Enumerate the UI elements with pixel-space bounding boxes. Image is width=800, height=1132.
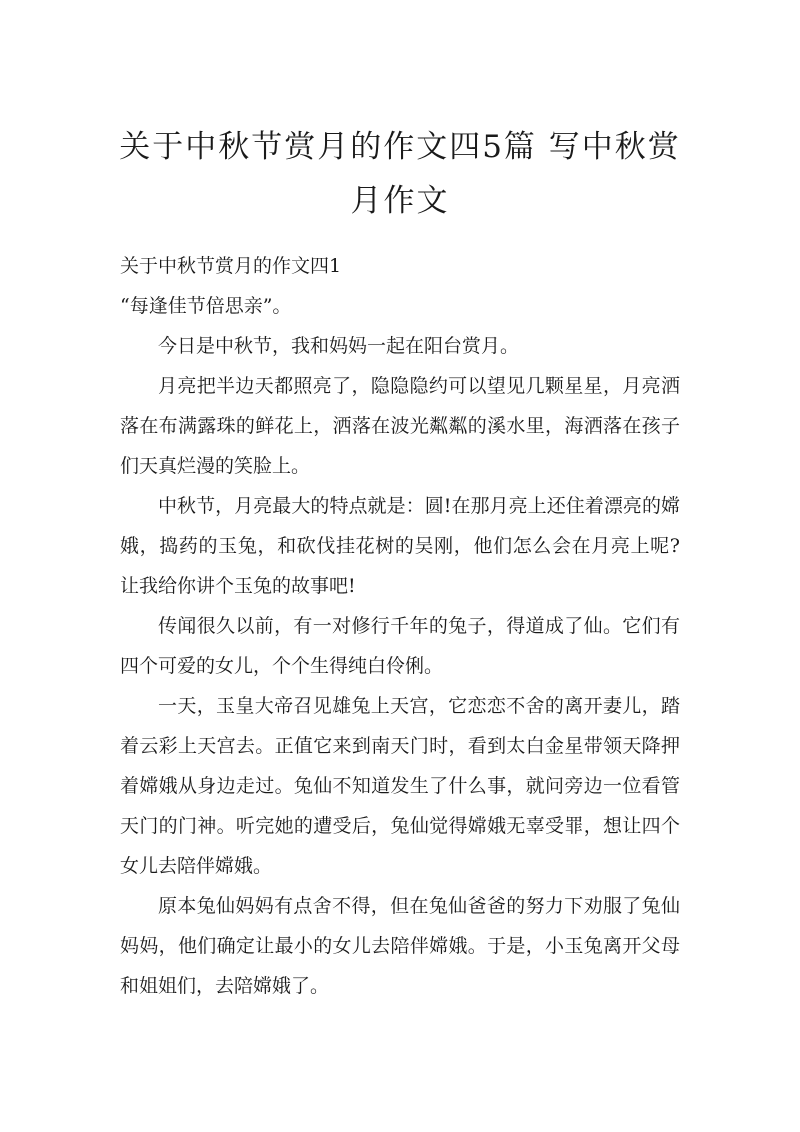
paragraph: 传闻很久以前，有一对修行千年的兔子，得道成了仙。它们有四个可爱的女儿，个个生得纯白伶俐。 [120,615,680,677]
paragraph: 今日是中秋节，我和妈妈一起在阳台赏月。 [158,335,520,357]
section-heading: 关于中秋节赏月的作文四1 [120,255,342,277]
paragraph: 中秋节，月亮最大的特点就是：圆!在那月亮上还住着漂亮的嫦娥，捣药的玉兔，和砍伐挂花树的吴刚，他们怎么会在月亮上呢?让我给你讲个玉兔的故事吧! [120,495,680,597]
document-body [120,246,680,1006]
paragraph-quote: “每逢佳节倍思亲”。 [120,295,292,317]
document-title: 关于中秋节赏月的作文四5篇 写中秋赏月作文 [119,129,681,219]
paragraph: 一天，玉皇大帝召见雄兔上天宫，它恋恋不舍的离开妻儿，踏着云彩上天宫去。正值它来到南天门时，看到太白金星带领天降押着嫦娥从身边走过。兔仙不知道发生了什么事，就问旁边一位看管天门的门神。听完她的遭受后，兔仙觉得嫦娥无辜受罪，想让四个女儿去陪伴嫦娥。 [120,695,680,877]
paragraph: 月亮把半边天都照亮了，隐隐隐约可以望见几颗星星，月亮洒落在布满露珠的鲜花上，洒落在波光粼粼的溪水里，海洒落在孩子们天真烂漫的笑脸上。 [120,375,680,477]
paragraph: 原本兔仙妈妈有点舍不得，但在兔仙爸爸的努力下劝服了兔仙妈妈，他们确定让最小的女儿去陪伴嫦娥。于是，小玉兔离开父母和姐姐们，去陪嫦娥了。 [120,895,680,997]
